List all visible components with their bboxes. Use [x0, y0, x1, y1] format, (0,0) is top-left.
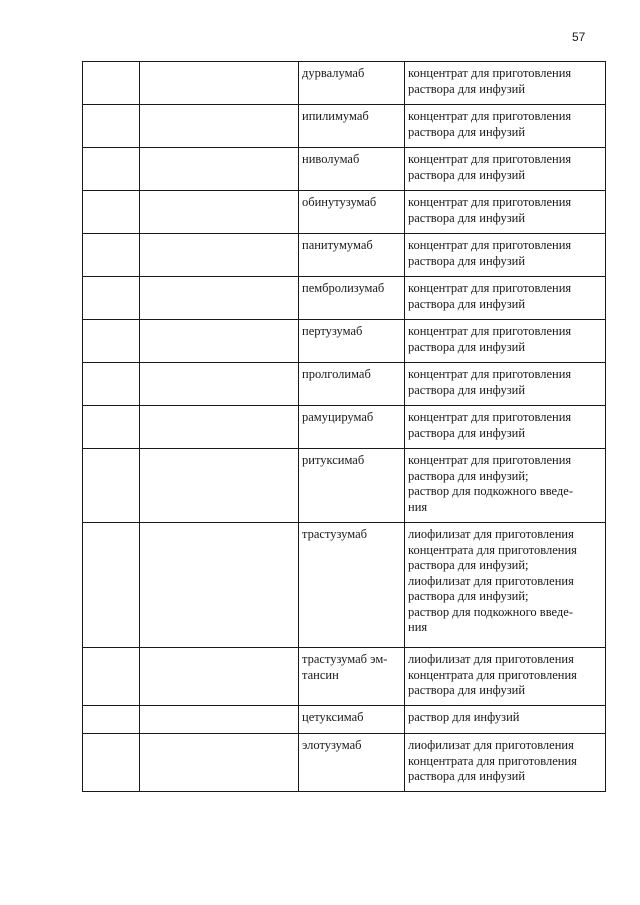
- dosage-form-line: концентрат для приготовления: [408, 195, 572, 209]
- drug-name-line: тансин: [302, 667, 339, 682]
- dosage-form-line: лиофилизат для приготовления: [408, 527, 574, 541]
- drug-name-line: обинутузумаб: [302, 195, 377, 209]
- table-row: [83, 523, 606, 648]
- table-row: [83, 648, 606, 706]
- code-cell: [83, 706, 140, 734]
- dosage-form-line: лиофилизат для приготовления: [408, 573, 574, 588]
- code-cell: [83, 320, 140, 363]
- code-cell: [83, 734, 140, 792]
- dosage-form-line: концентрат для приготовления: [408, 152, 572, 166]
- group-cell: [140, 191, 299, 234]
- drug-name-line: рамуцирумаб: [302, 410, 374, 424]
- dosage-form-cell: [405, 706, 606, 734]
- dosage-form-line: раствора для инфузий: [408, 339, 526, 354]
- dosage-form-cell: [405, 523, 606, 648]
- drug-name-cell: [299, 105, 405, 148]
- code-cell: [83, 277, 140, 320]
- dosage-form-line: концентрат для приготовления: [408, 324, 572, 338]
- table-row: [83, 320, 606, 363]
- group-cell: [140, 363, 299, 406]
- dosage-form-line: концентрат для приготовления: [408, 281, 572, 295]
- table-row: [83, 105, 606, 148]
- code-cell: [83, 234, 140, 277]
- drug-name-line: ипилимумаб: [302, 109, 369, 123]
- drug-name-line: дурвалумаб: [302, 66, 365, 80]
- drug-name-cell: [299, 406, 405, 449]
- drug-name-line: панитумумаб: [302, 238, 373, 252]
- dosage-form-cell: [405, 277, 606, 320]
- drug-name-cell: [299, 363, 405, 406]
- dosage-form-cell: [405, 234, 606, 277]
- drug-name-cell: [299, 148, 405, 191]
- dosage-form-line: концентрата для приготовления: [408, 667, 577, 682]
- drug-name-cell: [299, 734, 405, 792]
- dosage-form-cell: [405, 320, 606, 363]
- table-row: [83, 363, 606, 406]
- dosage-form-line: лиофилизат для приготовления: [408, 738, 574, 752]
- dosage-form-cell: [405, 648, 606, 706]
- drug-name-cell: [299, 523, 405, 648]
- dosage-form-line: раствора для инфузий: [408, 167, 526, 182]
- dosage-form-line: концентрат для приготовления: [408, 66, 572, 80]
- drug-name-line: пембролизумаб: [302, 281, 385, 295]
- group-cell: [140, 105, 299, 148]
- drug-name-line: трастузумаб: [302, 527, 368, 541]
- table-body: [83, 62, 606, 792]
- dosage-form-cell: [405, 148, 606, 191]
- dosage-form-line: раствора для инфузий;: [408, 589, 529, 603]
- dosage-form-line: раствора для инфузий: [408, 81, 526, 96]
- dosage-form-line: лиофилизат для приготовления: [408, 652, 574, 666]
- dosage-form-cell: [405, 191, 606, 234]
- dosage-form-cell: [405, 105, 606, 148]
- group-cell: [140, 706, 299, 734]
- table-row: [83, 234, 606, 277]
- table-row: [83, 62, 606, 105]
- dosage-form-cell: [405, 449, 606, 523]
- drug-name-cell: [299, 277, 405, 320]
- drug-name-cell: [299, 320, 405, 363]
- code-cell: [83, 62, 140, 105]
- dosage-form-line: концентрат для приготовления: [408, 453, 572, 467]
- dosage-form-line: концентрат для приготовления: [408, 367, 572, 381]
- group-cell: [140, 406, 299, 449]
- table-row: [83, 148, 606, 191]
- dosage-form-line: ния: [408, 499, 428, 514]
- drug-name-line: элотузумаб: [302, 738, 362, 752]
- drug-name-line: пертузумаб: [302, 324, 363, 338]
- code-cell: [83, 523, 140, 648]
- dosage-form-line: ния: [408, 620, 428, 634]
- dosage-form-line: раствор для инфузий: [408, 710, 520, 724]
- code-cell: [83, 105, 140, 148]
- drug-name-line: трастузумаб эм-: [302, 652, 388, 666]
- dosage-form-line: раствора для инфузий: [408, 683, 526, 697]
- drug-name-line: пролголимаб: [302, 367, 371, 381]
- table-row: [83, 734, 606, 792]
- table-row: [83, 406, 606, 449]
- table-row: [83, 449, 606, 523]
- drug-name-cell: [299, 648, 405, 706]
- code-cell: [83, 363, 140, 406]
- drug-name-cell: [299, 234, 405, 277]
- group-cell: [140, 648, 299, 706]
- dosage-form-line: раствор для подкожного введе-: [408, 484, 573, 498]
- drug-name-cell: [299, 449, 405, 523]
- dosage-form-line: концентрата для приготовления: [408, 753, 577, 768]
- code-cell: [83, 648, 140, 706]
- drug-name-cell: [299, 191, 405, 234]
- dosage-form-cell: [405, 734, 606, 792]
- group-cell: [140, 148, 299, 191]
- group-cell: [140, 277, 299, 320]
- drug-name-cell: [299, 706, 405, 734]
- drug-table: [82, 61, 606, 792]
- code-cell: [83, 191, 140, 234]
- dosage-form-cell: [405, 363, 606, 406]
- dosage-form-line: раствора для инфузий: [408, 769, 526, 783]
- dosage-form-line: раствора для инфузий;: [408, 558, 529, 572]
- drug-name-line: цетуксимаб: [302, 710, 364, 724]
- dosage-form-line: раствора для инфузий: [408, 210, 526, 225]
- code-cell: [83, 449, 140, 523]
- drug-name-cell: [299, 62, 405, 105]
- group-cell: [140, 449, 299, 523]
- dosage-form-line: раствора для инфузий: [408, 382, 526, 397]
- dosage-form-line: раствор для подкожного введе-: [408, 604, 573, 619]
- group-cell: [140, 234, 299, 277]
- table-row: [83, 706, 606, 734]
- dosage-form-line: концентрат для приготовления: [408, 238, 572, 252]
- group-cell: [140, 320, 299, 363]
- group-cell: [140, 523, 299, 648]
- dosage-form-line: раствора для инфузий: [408, 425, 526, 440]
- code-cell: [83, 406, 140, 449]
- dosage-form-line: концентрата для приготовления: [408, 542, 577, 557]
- dosage-form-line: раствора для инфузий: [408, 253, 526, 268]
- group-cell: [140, 62, 299, 105]
- code-cell: [83, 148, 140, 191]
- dosage-form-line: раствора для инфузий: [408, 296, 526, 311]
- drug-name-line: ниволумаб: [302, 152, 360, 166]
- page-number: 57: [572, 30, 586, 44]
- dosage-form-line: раствора для инфузий: [408, 124, 526, 139]
- group-cell: [140, 734, 299, 792]
- dosage-form-line: раствора для инфузий;: [408, 468, 529, 483]
- dosage-form-line: концентрат для приготовления: [408, 109, 572, 123]
- drug-name-line: ритуксимаб: [302, 453, 365, 467]
- dosage-form-cell: [405, 62, 606, 105]
- dosage-form-line: концентрат для приготовления: [408, 410, 572, 424]
- table-row: [83, 277, 606, 320]
- dosage-form-cell: [405, 406, 606, 449]
- table-row: [83, 191, 606, 234]
